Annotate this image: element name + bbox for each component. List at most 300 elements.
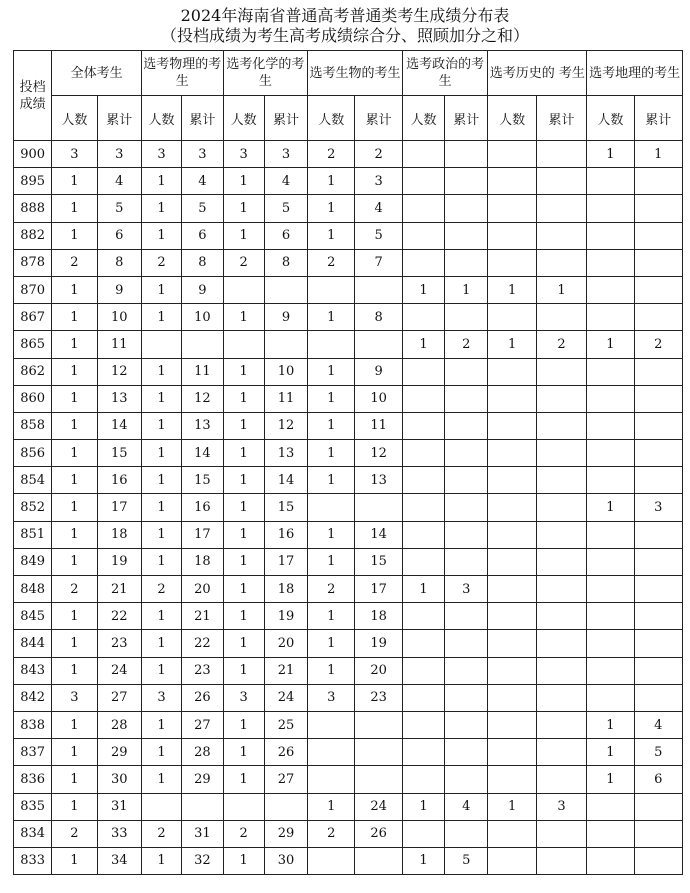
count-cell: 1: [223, 222, 264, 249]
group-header-all: 全体考生: [52, 51, 142, 96]
count-cell: [308, 711, 355, 738]
count-cell: 1: [308, 467, 355, 494]
cumulative-cell: 3: [536, 793, 586, 820]
cumulative-cell: [634, 576, 682, 603]
table-row: [14, 820, 683, 847]
count-cell: 1: [141, 494, 181, 521]
cumulative-cell: [445, 766, 488, 793]
count-cell: [402, 141, 444, 168]
table-row: [14, 766, 683, 793]
cumulative-cell: 5: [264, 195, 307, 222]
score-cell: 842: [14, 684, 52, 711]
count-header: 人数: [587, 96, 634, 141]
group-header-geography: 选考地理的考生: [587, 51, 683, 96]
count-cell: [488, 195, 536, 222]
count-cell: [587, 521, 634, 548]
count-cell: 1: [223, 657, 264, 684]
count-cell: 1: [52, 657, 97, 684]
cumulative-cell: [536, 711, 586, 738]
cumulative-cell: [182, 331, 223, 358]
cumulative-cell: [536, 249, 586, 276]
cumulative-cell: [634, 684, 682, 711]
score-cell: 865: [14, 331, 52, 358]
count-cell: 1: [141, 276, 181, 303]
cumulative-cell: 24: [264, 684, 307, 711]
cumulative-cell: 26: [264, 739, 307, 766]
cumulative-cell: [536, 358, 586, 385]
count-cell: [587, 249, 634, 276]
cumulative-cell: [536, 548, 586, 575]
cumulative-cell: 3: [445, 576, 488, 603]
cumulative-cell: 15: [264, 494, 307, 521]
cumulative-cell: 12: [182, 385, 223, 412]
cumulative-cell: [634, 168, 682, 195]
cumulative-cell: [634, 548, 682, 575]
cumulative-cell: [634, 630, 682, 657]
score-cell: 895: [14, 168, 52, 195]
count-cell: 1: [587, 331, 634, 358]
cumulative-cell: [445, 141, 488, 168]
cumulative-cell: 18: [97, 521, 141, 548]
table-row: [14, 603, 683, 630]
count-cell: 1: [488, 793, 536, 820]
count-cell: [587, 467, 634, 494]
count-cell: [402, 222, 444, 249]
score-cell: 852: [14, 494, 52, 521]
cumulative-cell: 11: [97, 331, 141, 358]
cumulative-cell: [634, 521, 682, 548]
score-cell: 844: [14, 630, 52, 657]
count-cell: [488, 168, 536, 195]
cumulative-cell: 3: [634, 494, 682, 521]
count-cell: [308, 847, 355, 874]
table-row: [14, 847, 683, 874]
count-cell: [402, 168, 444, 195]
count-cell: 3: [308, 684, 355, 711]
cumulative-cell: 21: [97, 576, 141, 603]
count-cell: [223, 276, 264, 303]
count-cell: 1: [52, 766, 97, 793]
cumulative-cell: [445, 304, 488, 331]
cumulative-cell: [264, 793, 307, 820]
cumulative-cell: 13: [182, 412, 223, 439]
table-body: [14, 141, 683, 875]
cumulative-cell: [536, 385, 586, 412]
table-row: [14, 331, 683, 358]
count-cell: [402, 494, 444, 521]
count-cell: 1: [587, 141, 634, 168]
cumulative-cell: 12: [355, 440, 402, 467]
table-row: [14, 412, 683, 439]
cumulative-cell: 16: [97, 467, 141, 494]
count-cell: [488, 141, 536, 168]
count-cell: 1: [488, 276, 536, 303]
cumulative-cell: 29: [264, 820, 307, 847]
table-row: [14, 793, 683, 820]
table-row: [14, 711, 683, 738]
count-cell: 1: [141, 467, 181, 494]
count-cell: [587, 793, 634, 820]
group-header-chemistry: 选考化学的考生: [223, 51, 308, 96]
cumulative-cell: 5: [97, 195, 141, 222]
count-cell: 1: [141, 412, 181, 439]
cumulative-cell: 10: [182, 304, 223, 331]
cumulative-cell: 3: [355, 168, 402, 195]
count-cell: 2: [141, 249, 181, 276]
count-cell: [402, 684, 444, 711]
cumulative-cell: 31: [182, 820, 223, 847]
cumulative-cell: 13: [355, 467, 402, 494]
cumulative-cell: 2: [355, 141, 402, 168]
count-cell: [402, 711, 444, 738]
table-row: [14, 276, 683, 303]
table-row: [14, 521, 683, 548]
count-cell: [587, 304, 634, 331]
count-cell: 1: [223, 304, 264, 331]
cumulative-cell: 25: [264, 711, 307, 738]
cumulative-cell: [536, 603, 586, 630]
cumulative-cell: 34: [97, 847, 141, 874]
count-cell: 1: [52, 222, 97, 249]
cumulative-cell: [634, 820, 682, 847]
cumulative-cell: 5: [634, 739, 682, 766]
count-cell: [308, 766, 355, 793]
count-header: 人数: [223, 96, 264, 141]
table-row: [14, 358, 683, 385]
count-cell: 1: [141, 358, 181, 385]
count-cell: [308, 494, 355, 521]
count-cell: 1: [587, 494, 634, 521]
count-cell: [402, 630, 444, 657]
count-cell: [587, 440, 634, 467]
cumulative-header: 累计: [355, 96, 402, 141]
cumulative-cell: 9: [97, 276, 141, 303]
cumulative-cell: 31: [97, 793, 141, 820]
cumulative-cell: 6: [97, 222, 141, 249]
cumulative-cell: 4: [634, 711, 682, 738]
count-cell: 2: [223, 249, 264, 276]
score-cell: 888: [14, 195, 52, 222]
count-cell: [587, 847, 634, 874]
count-cell: 1: [141, 222, 181, 249]
count-cell: 3: [141, 141, 181, 168]
count-cell: 1: [402, 276, 444, 303]
cumulative-header: 累计: [536, 96, 586, 141]
cumulative-cell: 1: [445, 276, 488, 303]
score-cell: 845: [14, 603, 52, 630]
cumulative-cell: 32: [182, 847, 223, 874]
count-cell: 1: [308, 195, 355, 222]
cumulative-cell: 4: [355, 195, 402, 222]
score-distribution-table: [13, 50, 683, 875]
count-cell: 1: [141, 847, 181, 874]
cumulative-cell: 14: [264, 467, 307, 494]
count-cell: [402, 304, 444, 331]
table-row: [14, 440, 683, 467]
count-cell: 1: [141, 385, 181, 412]
count-cell: [488, 440, 536, 467]
count-cell: 3: [223, 684, 264, 711]
cumulative-cell: 5: [355, 222, 402, 249]
cumulative-cell: 12: [97, 358, 141, 385]
count-cell: [587, 684, 634, 711]
cumulative-cell: 30: [97, 766, 141, 793]
count-cell: [223, 793, 264, 820]
sub-header-row: [14, 96, 683, 141]
score-cell: 882: [14, 222, 52, 249]
score-cell: 848: [14, 576, 52, 603]
count-cell: [402, 548, 444, 575]
score-cell: 900: [14, 141, 52, 168]
cumulative-cell: [634, 385, 682, 412]
count-cell: 1: [52, 276, 97, 303]
cumulative-cell: [536, 684, 586, 711]
cumulative-cell: 8: [355, 304, 402, 331]
cumulative-cell: 3: [97, 141, 141, 168]
count-cell: [308, 739, 355, 766]
count-cell: 2: [308, 820, 355, 847]
cumulative-cell: [445, 249, 488, 276]
cumulative-cell: [355, 276, 402, 303]
count-cell: [402, 739, 444, 766]
count-cell: 1: [141, 630, 181, 657]
count-cell: [402, 467, 444, 494]
cumulative-cell: [355, 847, 402, 874]
count-cell: 1: [52, 385, 97, 412]
count-cell: 1: [308, 304, 355, 331]
cumulative-cell: 2: [445, 331, 488, 358]
cumulative-cell: 13: [97, 385, 141, 412]
count-cell: [488, 657, 536, 684]
count-cell: 1: [587, 739, 634, 766]
cumulative-cell: [634, 358, 682, 385]
count-cell: 1: [308, 168, 355, 195]
cumulative-cell: 6: [264, 222, 307, 249]
count-cell: [402, 385, 444, 412]
count-cell: [587, 603, 634, 630]
count-cell: 1: [52, 630, 97, 657]
count-cell: 1: [52, 358, 97, 385]
count-cell: [402, 820, 444, 847]
cumulative-cell: 10: [264, 358, 307, 385]
count-cell: [587, 630, 634, 657]
cumulative-cell: 3: [264, 141, 307, 168]
count-cell: 3: [52, 141, 97, 168]
cumulative-cell: 18: [355, 603, 402, 630]
count-cell: 1: [52, 304, 97, 331]
count-cell: [488, 766, 536, 793]
table-row: [14, 385, 683, 412]
cumulative-cell: [634, 195, 682, 222]
group-header-history: 选考历史的 考生: [488, 51, 587, 96]
cumulative-cell: [355, 739, 402, 766]
count-cell: [587, 657, 634, 684]
cumulative-cell: [445, 168, 488, 195]
count-cell: [488, 739, 536, 766]
count-cell: 2: [308, 141, 355, 168]
count-cell: 1: [141, 521, 181, 548]
table-row: [14, 467, 683, 494]
cumulative-cell: 13: [264, 440, 307, 467]
count-header: 人数: [402, 96, 444, 141]
score-cell: 843: [14, 657, 52, 684]
cumulative-cell: 29: [97, 739, 141, 766]
cumulative-cell: [445, 603, 488, 630]
count-cell: 1: [308, 548, 355, 575]
score-cell: 833: [14, 847, 52, 874]
page-subtitle: （投档成绩为考生高考成绩综合分、照顾加分之和）: [160, 26, 529, 45]
score-column-header: 投档成绩: [14, 51, 52, 141]
cumulative-cell: 7: [355, 249, 402, 276]
cumulative-cell: 17: [182, 521, 223, 548]
cumulative-cell: [445, 412, 488, 439]
count-cell: 1: [52, 739, 97, 766]
count-cell: [587, 576, 634, 603]
cumulative-cell: [445, 440, 488, 467]
count-cell: 1: [141, 440, 181, 467]
table-row: [14, 304, 683, 331]
table-row: [14, 684, 683, 711]
cumulative-cell: [634, 304, 682, 331]
table-row: [14, 630, 683, 657]
count-cell: 1: [223, 630, 264, 657]
cumulative-cell: 27: [182, 711, 223, 738]
cumulative-cell: 14: [97, 412, 141, 439]
count-cell: [402, 440, 444, 467]
cumulative-cell: [634, 412, 682, 439]
cumulative-cell: 6: [182, 222, 223, 249]
count-cell: 1: [52, 195, 97, 222]
count-cell: 1: [223, 467, 264, 494]
count-cell: 1: [223, 603, 264, 630]
cumulative-cell: [536, 222, 586, 249]
score-cell: 851: [14, 521, 52, 548]
cumulative-cell: 8: [97, 249, 141, 276]
count-cell: 1: [308, 222, 355, 249]
count-cell: [141, 331, 181, 358]
cumulative-cell: 23: [97, 630, 141, 657]
cumulative-cell: 33: [97, 820, 141, 847]
count-cell: [308, 331, 355, 358]
table-row: [14, 249, 683, 276]
cumulative-cell: [445, 548, 488, 575]
count-cell: 1: [141, 548, 181, 575]
group-header-biology: 选考生物的考生: [308, 51, 403, 96]
count-cell: [488, 412, 536, 439]
cumulative-cell: [264, 276, 307, 303]
count-cell: 1: [488, 331, 536, 358]
cumulative-cell: 22: [97, 603, 141, 630]
cumulative-cell: 4: [97, 168, 141, 195]
cumulative-cell: [536, 739, 586, 766]
count-cell: 1: [52, 847, 97, 874]
score-cell: 870: [14, 276, 52, 303]
table-row: [14, 141, 683, 168]
count-cell: [587, 222, 634, 249]
cumulative-cell: [264, 331, 307, 358]
count-cell: [587, 195, 634, 222]
cumulative-header: 累计: [634, 96, 682, 141]
table-row: [14, 168, 683, 195]
cumulative-cell: 27: [264, 766, 307, 793]
cumulative-cell: [536, 494, 586, 521]
score-cell: 835: [14, 793, 52, 820]
cumulative-cell: [445, 358, 488, 385]
cumulative-cell: [536, 195, 586, 222]
count-cell: [488, 222, 536, 249]
cumulative-cell: [536, 440, 586, 467]
table-row: [14, 576, 683, 603]
score-cell: 838: [14, 711, 52, 738]
count-cell: 2: [223, 820, 264, 847]
cumulative-cell: [634, 276, 682, 303]
count-cell: [488, 847, 536, 874]
count-cell: [488, 358, 536, 385]
count-cell: 1: [52, 440, 97, 467]
count-cell: 1: [587, 766, 634, 793]
count-cell: 1: [141, 603, 181, 630]
count-cell: 1: [223, 847, 264, 874]
count-cell: [488, 304, 536, 331]
count-cell: [308, 276, 355, 303]
score-cell: 837: [14, 739, 52, 766]
cumulative-cell: [355, 494, 402, 521]
cumulative-cell: 9: [264, 304, 307, 331]
count-cell: [488, 630, 536, 657]
cumulative-cell: [634, 847, 682, 874]
cumulative-cell: 14: [355, 521, 402, 548]
cumulative-cell: 20: [182, 576, 223, 603]
count-cell: [587, 385, 634, 412]
count-cell: [488, 684, 536, 711]
count-cell: [402, 249, 444, 276]
count-cell: [488, 249, 536, 276]
cumulative-cell: 2: [536, 331, 586, 358]
cumulative-cell: 1: [536, 276, 586, 303]
count-cell: 1: [223, 494, 264, 521]
score-cell: 854: [14, 467, 52, 494]
cumulative-cell: 9: [355, 358, 402, 385]
table-row: [14, 195, 683, 222]
cumulative-cell: 30: [264, 847, 307, 874]
count-cell: 2: [141, 820, 181, 847]
cumulative-cell: 5: [182, 195, 223, 222]
count-cell: 1: [402, 576, 444, 603]
cumulative-cell: [536, 576, 586, 603]
cumulative-cell: [634, 657, 682, 684]
cumulative-cell: [182, 793, 223, 820]
table-row: [14, 222, 683, 249]
count-cell: 1: [141, 195, 181, 222]
cumulative-cell: [536, 467, 586, 494]
score-cell: 867: [14, 304, 52, 331]
cumulative-cell: 15: [97, 440, 141, 467]
cumulative-cell: 28: [182, 739, 223, 766]
count-cell: 1: [223, 195, 264, 222]
count-cell: 1: [308, 412, 355, 439]
count-header: 人数: [488, 96, 536, 141]
count-cell: [587, 820, 634, 847]
count-cell: 1: [308, 385, 355, 412]
cumulative-cell: [445, 222, 488, 249]
cumulative-cell: [634, 249, 682, 276]
cumulative-cell: 20: [264, 630, 307, 657]
count-cell: 1: [223, 521, 264, 548]
count-cell: 2: [308, 249, 355, 276]
cumulative-cell: 16: [182, 494, 223, 521]
count-cell: 1: [223, 412, 264, 439]
count-cell: [488, 711, 536, 738]
